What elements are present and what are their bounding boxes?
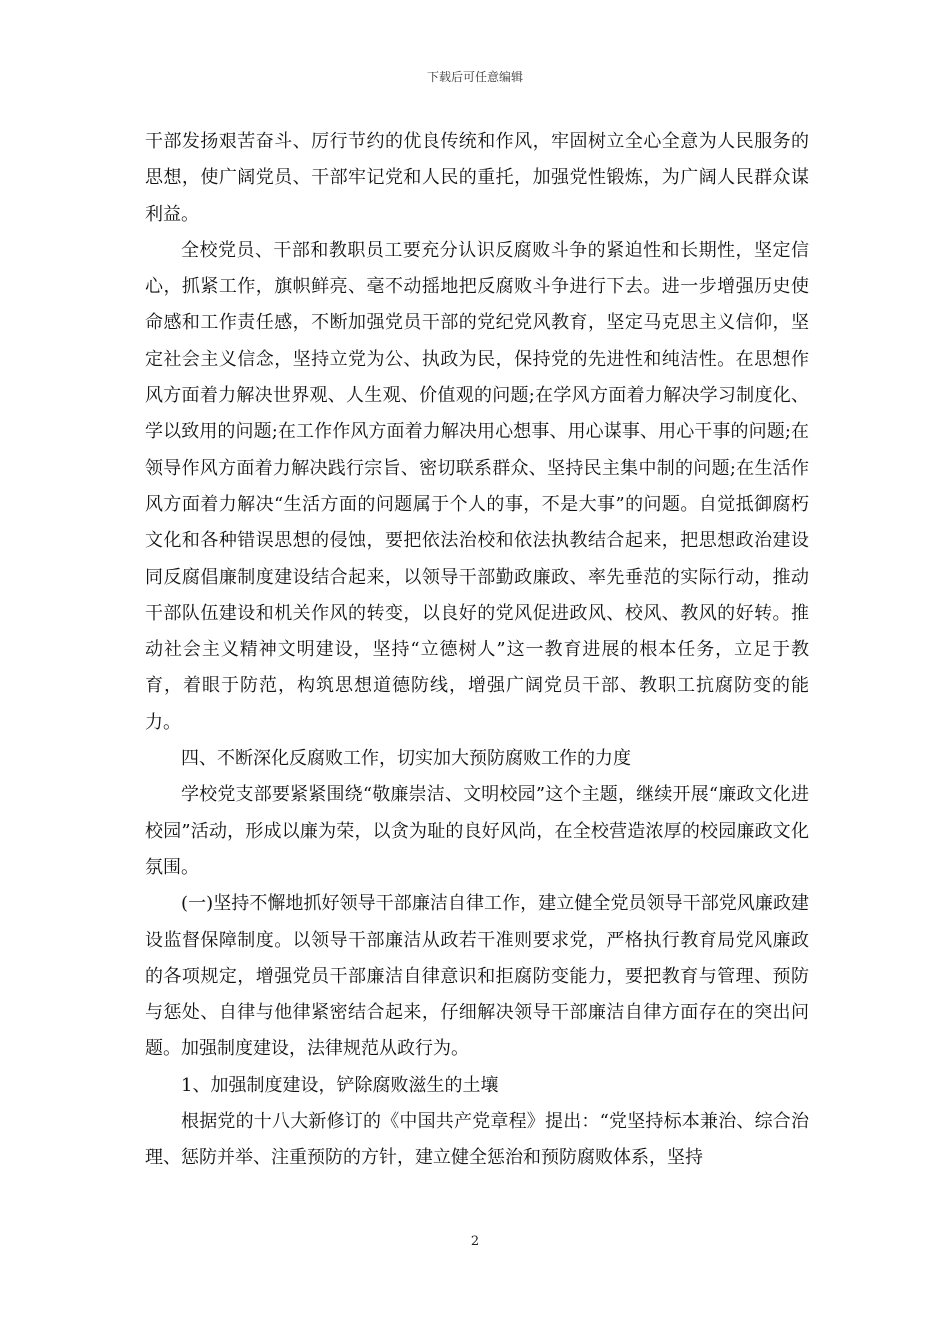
subheading-1: 1、加强制度建设，铲除腐败滋生的土壤 — [181, 1074, 499, 1096]
paragraph-4: (一)坚持不懈地抓好领导干部廉洁自律工作，建立健全党员领导干部党风廉政建设监督保障制度。以领导干部廉洁从政若干准则要求党，严格执行教育局党风廉政的各项规定，增强党员干部廉洁自律意识和拒腐防变能力，要把教育与管理、预防与惩处、自律与他律紧密结合起来，仔细解决领导干部廉洁自律方面存在的突出问题。加强制度建设，法律规范从政行为。 — [145, 893, 809, 1060]
paragraph-3: 学校党支部要紧紧围绕“敬廉崇洁、文明校园”这个主题，继续开展“廉政文化进校园”活动，形成以廉为荣，以贪为耻的良好风尚，在全校营造浓厚的校园廉政文化氛围。 — [145, 784, 809, 878]
page-header: 下载后可任意编辑 — [426, 70, 523, 84]
section-heading-4: 四、不断深化反腐败工作，切实加大预防腐败工作的力度 — [181, 748, 631, 770]
paragraph-1: 干部发扬艰苦奋斗、厉行节约的优良传统和作风，牢固树立全心全意为人民服务的思想，使广阔党员、干部牢记党和人民的重托，加强党性锻炼，为广阔人民群众谋利益。 — [145, 131, 809, 225]
page-number: 2 — [470, 1234, 480, 1249]
paragraph-2: 全校党员、干部和教职员工要充分认识反腐败斗争的紧迫性和长期性，坚定信心，抓紧工作，旗帜鲜亮、毫不动摇地把反腐败斗争进行下去。进一步增强历史使命感和工作责任感，不断加强党员干部的党纪党风教育，坚定马克思主义信仰，坚定社会主义信念，坚持立党为公、执政为民，保持党的先进性和纯洁性。在思想作风方面着力解决世界观、人生观、价值观的问题;在学风方面着力解决学习制度化、学以致用的问题;在工作作风方面着力解决用心想事、用心谋事、用心干事的问题;在领导作风方面着力解决践行宗旨、密切联系群众、坚持民主集中制的问题;在生活作风方面着力解决“生活方面的问题属于个人的事，不是大事”的问题。自觉抵御腐朽文化和各种错误思想的侵蚀，要把依法治校和依法执教结合起来，把思想政治建设同反腐倡廉制度建设结合起来，以领导干部勤政廉政、率先垂范的实际行动，推动干部队伍建设和机关作风的转变，以良好的党风促进政风、校风、教风的好转。推动社会主义精神文明建设，坚持“立德树人”这一教育进展的根本任务，立足于教育，着眼于防范，构筑思想道德防线，增强广阔党员干部、教职工抗腐防变的能力。 — [145, 239, 809, 733]
paragraph-5: 根据党的十八大新修订的《中国共产党章程》提出：“党坚持标本兼治、综合治理、惩防并举、注重预防的方针，建立健全惩治和预防腐败体系，坚持 — [145, 1111, 809, 1169]
document-body — [145, 124, 809, 1177]
